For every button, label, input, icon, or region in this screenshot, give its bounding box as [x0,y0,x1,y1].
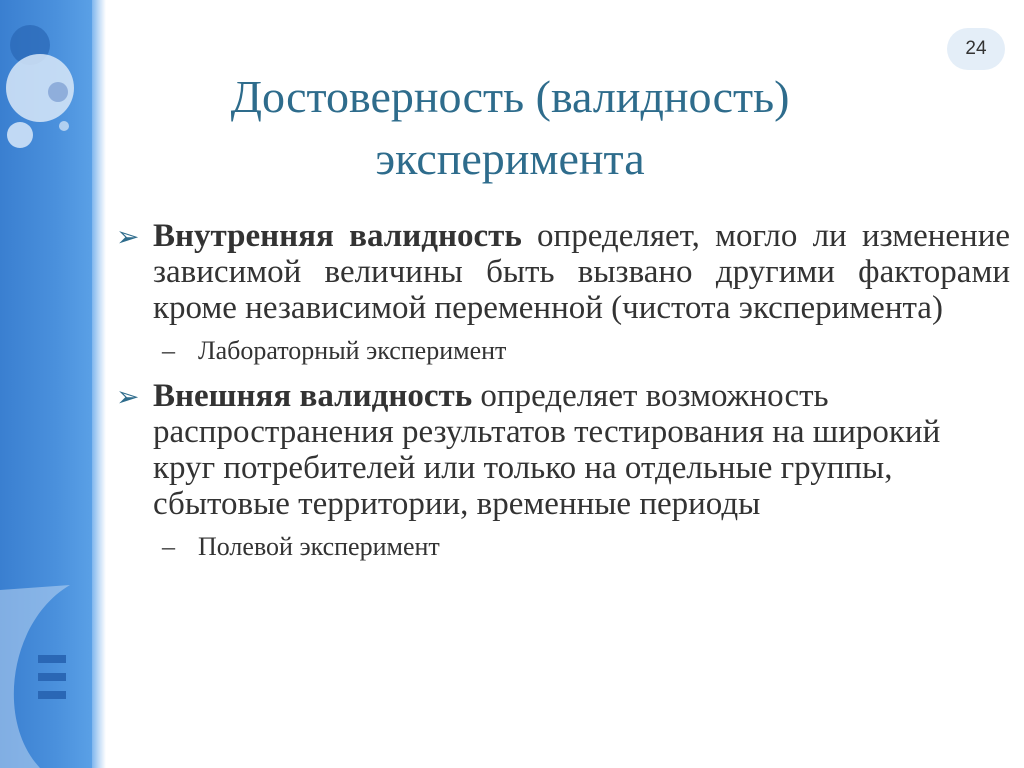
slide-title [150,66,870,190]
bullet-external-validity [110,378,1010,522]
arrow-bullet-icon: ➢ [116,382,140,413]
decor-circle-icon [7,122,33,148]
slide-title-line2: эксперимента [375,133,645,184]
decor-circle-icon [59,121,69,131]
bullet-internal-validity [110,218,1010,326]
sub-bullet-text: Полевой эксперимент [198,532,440,561]
decorative-sidebar [0,0,92,768]
bullet-term: Внешняя валидность [153,378,473,414]
sidebar-decoration-graphic [0,0,92,768]
decor-circle-icon [48,82,68,102]
decor-bar-icon [38,673,66,681]
arrow-bullet-icon: ➢ [116,222,140,253]
bullet-text: определяет, могло ли изменение зависимой величины быть вызвано другими факторами кроме независимой переменной (чистота эксперимента) [153,218,1010,326]
sidebar-edge [92,0,106,768]
dash-bullet-icon: – [162,532,175,561]
bullet-text: определяет возможность распространения результатов тестирования на широкий круг потребителей или только на отдельные группы, сбытовые территории, временные периоды [153,378,941,522]
slide-title-line1: Достоверность (валидность) [230,71,790,122]
sub-bullet-field-experiment [110,530,1010,564]
sub-bullet-lab-experiment [110,334,1010,368]
slide-number-badge: 24 [947,28,1005,70]
sub-bullet-text: Лабораторный эксперимент [198,336,507,365]
bullet-term: Внутренняя валидность [153,218,522,254]
decor-bar-icon [38,691,66,699]
dash-bullet-icon: – [162,336,175,365]
decor-bar-icon [38,655,66,663]
slide-content [110,218,1010,574]
